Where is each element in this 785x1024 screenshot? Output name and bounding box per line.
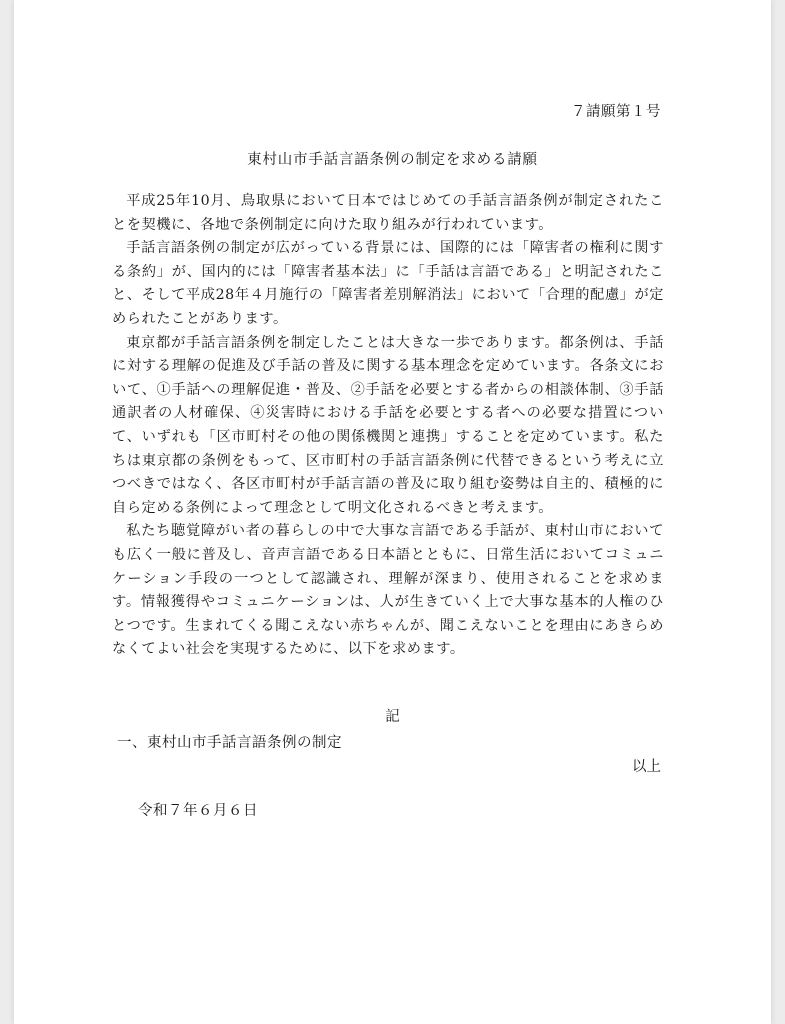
document-date: 令和７年６月６日 — [138, 803, 258, 819]
body-paragraph: 平成25年10月、鳥取県において日本ではじめての手話言語条例が制定されたことを契機に、各地で条例制定に向けた取り組みが行われています。 — [112, 193, 664, 233]
closing-mark: 以上 — [632, 759, 661, 775]
document-title: 東村山市手話言語条例の制定を求める請願 — [247, 152, 538, 168]
document-page — [14, 0, 771, 1024]
body-paragraph: 東京都が手話言語条例を制定したことは大きな一歩であります。都条例は、手話に対する理解の促進及び手話の普及に関する基本理念を定めています。各条文において、①手話への理解促進・普及、②手話を必要とする者からの相談体制、③手話通訳者の人材確保、④災害時における手話を必要とする者への必要な措置について、いずれも「区市町村その他の関係機関と連携」することを定めています。私たちは東京都の条例をもって、区市町村の手話言語条例に代替できるという考えに立つべきではなく、各区市町村が手話言語の普及に取り組む姿勢は自主的、積極的に自ら定める条例によって理念として明文化されるべきと考えます。 — [112, 334, 664, 516]
document-body — [112, 190, 664, 662]
petition-number: ７請願第１号 — [571, 104, 661, 120]
body-paragraph: 手話言語条例の制定が広がっている背景には、国際的には「障害者の権利に関する条約」が、国内的には「障害者基本法」に「手話は言語である」と明記されたこと、そして平成28年４月施行の「障害者差別解消法」において「合理的配慮」が定められたことがあります。 — [112, 240, 664, 327]
body-paragraph: 私たち聴覚障がい者の暮らしの中で大事な言語である手話が、東村山市においても広く一般に普及し、音声言語である日本語とともに、日常生活においてコミュニケーション手段の一つとして認識され、理解が深まり、使用されることを求めます。情報獲得やコミュニケーションは、人が生きていく上で大事な基本的人権のひとつです。生まれてくる聞こえない赤ちゃんが、聞こえないことを理由にあきらめなくてよい社会を実現するために、以下を求めます。 — [112, 523, 664, 658]
ki-heading: 記 — [385, 709, 400, 725]
request-item: 一、東村山市手話言語条例の制定 — [117, 735, 342, 751]
